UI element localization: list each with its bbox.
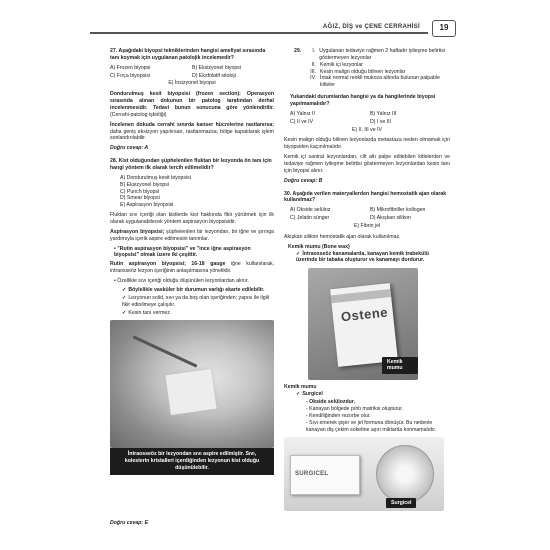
check-icon: ✓ bbox=[122, 286, 127, 293]
q29-number: 29. bbox=[294, 48, 302, 54]
q28-explanation-3-rest: iğne kullanılarak, intraosseöz lezyon içeriğinin anlaşılmasına yöneliktir. bbox=[110, 261, 274, 275]
bone-wax-heading: Kemik mumu (Bone wax) bbox=[288, 243, 350, 250]
q28-option-c: C) Punch biyopsi bbox=[120, 188, 160, 195]
q28-option-d: D) Smear biyopsi bbox=[120, 195, 160, 202]
surgicel-photo bbox=[284, 437, 444, 511]
surgicel-check-text: Surgicel bbox=[302, 391, 323, 398]
q27-option-c: C) Fırça biyopsisi bbox=[110, 72, 151, 79]
q28-check-1-text: Böylelikle vasküler bir durumun varlığı ekarte edilebilir. bbox=[128, 286, 265, 293]
bone-wax-box bbox=[330, 283, 398, 367]
q28-explanation-2-bold: Aspirasyon biyopsisi; bbox=[110, 228, 165, 235]
q30-option-c: C) Jelatin sünger bbox=[290, 215, 330, 222]
q28-bullet-2: • Özellikle sıvı içeriği olduğu düşünülen lezyonlardan alınır. bbox=[114, 278, 249, 285]
check-icon: ✓ bbox=[122, 309, 127, 316]
check-icon: ✓ bbox=[122, 294, 127, 301]
q29-item-3-text: Kesin malign olduğu bilinen lezyonlar bbox=[320, 68, 406, 75]
header-rule bbox=[90, 32, 428, 34]
surgicel-item-4-text: Sıvı emerek şişer ve jel formuna dönüşür. Bu nedenle kanayan diş çekim soketine aşırı miktarda konmamalıdır. bbox=[306, 419, 437, 433]
q28-check-3-text: Kesin tanı vermez. bbox=[128, 309, 172, 316]
q27-explanation-1-bold: Dondurulmuş kesit biyopsisi (frozen section): Operasyon sırasında alınan dokunun bir patolog tarafından derhal incelenmesidir. Tedavi bunun sonucuna göre yönlendirilir. bbox=[110, 91, 274, 112]
q30-option-a: A) Okside selüloz bbox=[290, 207, 331, 214]
syringe-needle-shape bbox=[133, 336, 198, 368]
q29-option-e: E) II, III ve IV bbox=[352, 126, 382, 133]
bone-wax-photo bbox=[308, 268, 418, 380]
check-icon: ✓ bbox=[296, 391, 301, 398]
q27-option-e: E) İnsizyonel biyopsi bbox=[168, 80, 216, 87]
surgicel-item-3: - Kendiliğinden rezorbe olur. bbox=[306, 412, 371, 419]
q29-option-c: C) II ve IV bbox=[290, 118, 314, 125]
gauze-shape bbox=[165, 369, 216, 415]
bone-wax-caption: Kemik mumu bbox=[382, 357, 418, 375]
page-number: 19 bbox=[432, 20, 456, 37]
q28-bullet-1: • "Rutin aspirasyon biyopsisi" ve "ince iğne aspirasyon biyopsisi" olmak üzere iki çeşittir. bbox=[114, 245, 251, 259]
q27-explanation-1-rest: (Cerrahi-patolog işbirliği) bbox=[110, 111, 167, 118]
q30-explanation-1: Akışkan silikon hemostatik ajan olarak kullanılmaz. bbox=[284, 233, 401, 240]
q27-option-d: D) Eksfolatif sitoloji bbox=[192, 72, 236, 79]
surgicel-item-1-text: Okside selülozdur. bbox=[309, 399, 356, 406]
q30-option-b: B) Mikrofibriller kollogen bbox=[370, 207, 426, 214]
q29-answer: Doğru cevap: B bbox=[284, 177, 323, 184]
q28-check-2-text: Lezyonun solid, sıvı ya da boş olan içeriğinden; yapısı ile ilgili fikir edinilmeye çalışılır. bbox=[122, 294, 270, 308]
q28-check-1 bbox=[122, 287, 274, 294]
q29-option-a: A) Yalnız II bbox=[290, 110, 315, 117]
q30-options bbox=[290, 207, 450, 222]
q29-explanation-1: Kesin malign olduğu bilinen lezyonlarda metastaza neden olmamak için biyopsiden kaçınılmalıdır. bbox=[284, 137, 450, 151]
q27-answer: Doğru cevap: A bbox=[110, 145, 149, 152]
page-header bbox=[90, 16, 470, 40]
q28-check-3 bbox=[122, 310, 274, 317]
q28-option-a: A) Dondurulmuş kesit biyopsisi bbox=[120, 174, 191, 181]
q30-option-e: E) Fibrin jel bbox=[353, 223, 381, 230]
q27-explanation-2 bbox=[110, 122, 274, 143]
q29-option-b: B) Yalnız III bbox=[370, 110, 397, 117]
check-icon: ✓ bbox=[296, 250, 301, 257]
q28-explanation-1: Fluktan sıvı içeriği olan kistlerde kist hakkında fikir yürütmek için ilk olarak uygulanabilecek yöntem aspirasyon biyopsisidir. bbox=[110, 212, 274, 226]
q28-answer: Doğru cevap: E bbox=[110, 520, 149, 526]
q29-question: Yukarıdaki durumlardan hangisi ya da hangilerinde biyopsi yapılmamalıdır? bbox=[290, 94, 436, 108]
q29-item-1-num: I. bbox=[312, 48, 316, 54]
bone-wax-box-stripe bbox=[331, 289, 392, 303]
q28-stem: 28. Kist olduğundan şüphelenilen fluktan bir lezyonda ön tanı için hangi yöntem ilk olarak tercih edilmelidir? bbox=[110, 158, 272, 172]
q29-item-3-num: III. bbox=[310, 68, 316, 75]
q27-stem: 27. Aşağıdaki biyopsi tekniklerinden hangisi ameliyat sırasında tanı koymak için uygulanan patolojik incelemedir? bbox=[110, 48, 266, 61]
q27-options bbox=[110, 65, 274, 80]
q28-explanation-3-bold: Rutin aspirasyon biyopsisi; 16-18 gauge bbox=[110, 261, 226, 268]
surgicel-box-label: SURGICEL bbox=[295, 471, 329, 478]
q30-option-d: D) Akışkan silikon bbox=[370, 215, 411, 222]
q28-bullet-1-text: "Rutin aspirasyon biyopsisi" ve "ince iğne aspirasyon biyopsisi" olmak üzere iki çeşittir. bbox=[114, 245, 251, 259]
surgicel-item-1: - Okside selülozdur. bbox=[306, 399, 356, 406]
q28-explanation-2 bbox=[110, 229, 274, 243]
q29-item-2-text: Kemik içi lezyonlar bbox=[320, 61, 363, 68]
aspiration-photo-caption: İntraosseöz bir lezyondan sıvı aspire edilmiştir. Sıvı, kolesterin kristalleri içerdiğinden lezyonun kist olduğu düşünülebilir. bbox=[110, 448, 274, 475]
surgicel-item-2: - Kanayan bölgede pıhtı matriksi oluşturur. bbox=[306, 405, 404, 412]
q27-explanation-1 bbox=[110, 91, 274, 118]
q27-option-a: A) Frozen biyopsi bbox=[110, 64, 151, 71]
header-title: AĞIZ, DİŞ ve ÇENE CERRAHİSİ bbox=[322, 24, 420, 30]
surgicel-item-2-text: Kanayan bölgede pıhtı matriksi oluşturur. bbox=[309, 405, 404, 412]
q28-check-2 bbox=[122, 295, 274, 309]
bone-wax-check-text: İntraosseöz kanamalarda, kanayan kemik trabekülü üzerinde bir tabaka oluşturur ve kanamayı durdurur. bbox=[296, 250, 429, 264]
q29-item-2-num: II. bbox=[311, 61, 316, 68]
q27-option-b: B) Eksizyonel biyopsi bbox=[192, 64, 242, 71]
q29-item-4-text: İntak normal renkli mukoza altında bulunan palpable kitleler bbox=[320, 75, 440, 89]
q29-item-4 bbox=[306, 75, 450, 89]
q27-explanation-2-bold: İncelenen dokuda cerrahi sınırda kanser hücrelerine rastlanırsa; bbox=[110, 121, 274, 128]
q29-item-1-text: Uygulanan tedaviye rağmen 2 haftadır iyileşme belirtisi göstermeyen lezyonlar bbox=[319, 48, 445, 61]
q29-item-2 bbox=[306, 62, 450, 69]
aspiration-photo bbox=[110, 320, 274, 448]
left-column bbox=[110, 48, 274, 475]
q28-explanation-3 bbox=[110, 261, 274, 275]
q29-explanation-2: Kemik içi santral lezyonlardan, cilt altı palpe edilebilen kitlelerden ve tedaviye rağmen iyileşme belirtisi göstermeyen lezyonlardan kesin tanı için biyopsi alınır. bbox=[284, 154, 450, 174]
surgicel-heading: Kemik mumu bbox=[284, 384, 317, 391]
q29-option-d: D) I ve III bbox=[370, 118, 392, 125]
surgicel-disc bbox=[376, 445, 434, 503]
surgicel-item-4: - Sıvı emerek şişer ve jel formuna dönüşür. Bu nedenle kanayan diş çekim soketine aşırı miktarda konmamalıdır. bbox=[306, 419, 437, 433]
surgicel-box bbox=[290, 455, 360, 495]
q29-options bbox=[290, 111, 450, 126]
right-column bbox=[284, 48, 450, 511]
surgicel-caption: Surgicel bbox=[386, 498, 416, 509]
surgicel-item-3-text: Kendiliğinden rezorbe olur. bbox=[309, 412, 371, 419]
q30-stem: 30. Aşağıda verilen materyallerden hangisi hemostatik ajan olarak kullanılmaz? bbox=[284, 190, 447, 204]
bone-wax-check bbox=[296, 251, 450, 265]
q28-bullet-2-text: Özellikle sıvı içeriği olduğu düşünülen lezyonlardan alınır. bbox=[117, 278, 249, 285]
q28-option-e: E) Aspirasyon biyopsisi bbox=[120, 202, 174, 209]
q28-options bbox=[110, 175, 274, 209]
q27-explanation-2-rest: daha geniş eksizyon yapılırsan, rastlanmazsa; bölge kapatılarak işlem sonlandırılabilir. bbox=[110, 128, 274, 142]
surgicel-check bbox=[296, 391, 450, 398]
bone-wax-box-label: Ostene bbox=[340, 304, 389, 325]
q28-option-b: B) Eksizyonel biyopsi bbox=[120, 181, 170, 188]
q29-item-4-num: IV. bbox=[310, 75, 316, 82]
q29-item-1 bbox=[294, 48, 450, 62]
q28-explanation-2-rest: şüphelenilen bir lezyondan, bir iğne ve şırınga yardımıyla içerik aspire edilmesini tanımlar. bbox=[110, 228, 274, 242]
